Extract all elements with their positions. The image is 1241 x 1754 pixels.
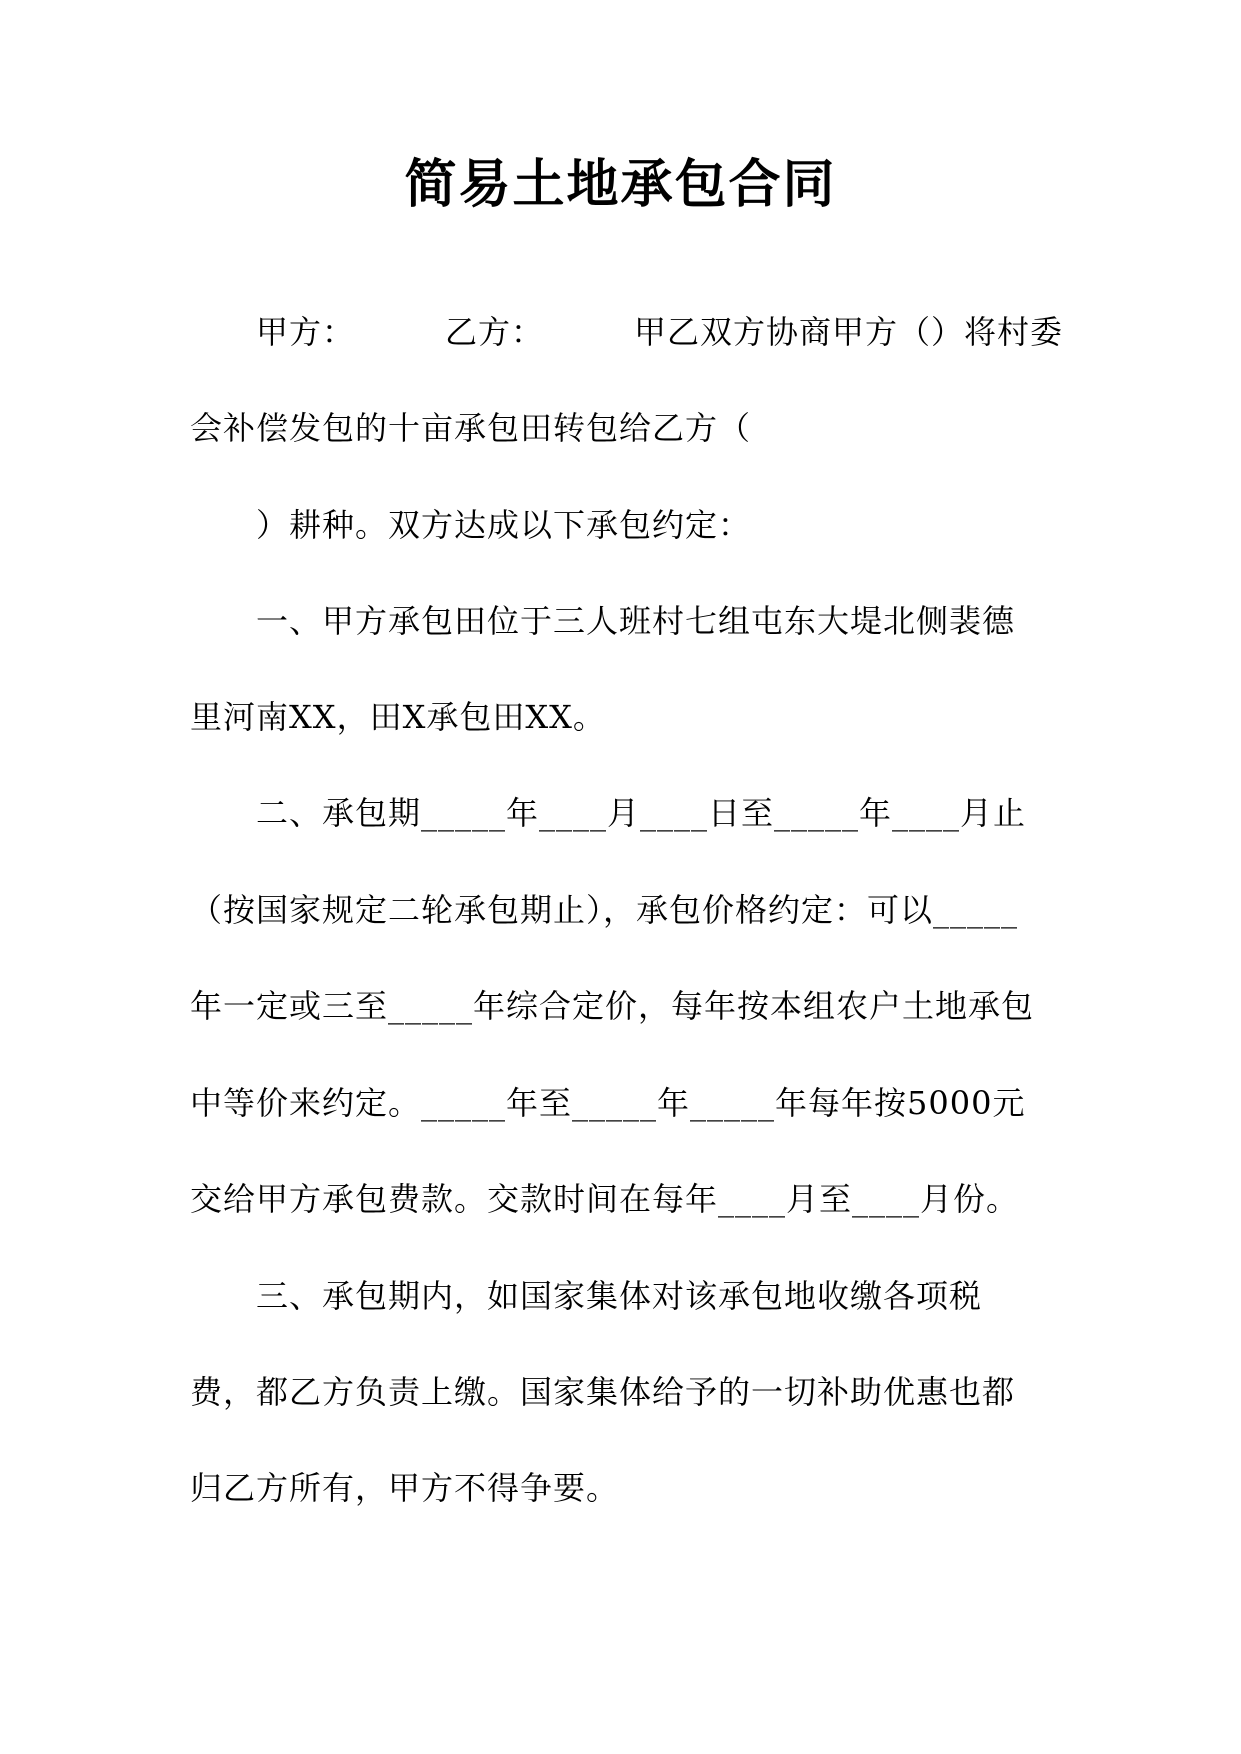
clause-three-line: 费，都乙方负责上缴。国家集体给予的一切补助优惠也都: [190, 1373, 1016, 1411]
clause-three-line: 三、承包期内，如国家集体对该承包地收缴各项税: [256, 1277, 983, 1315]
clause-two-line: 年一定或三至_____年综合定价，每年按本组农户土地承包: [190, 987, 1035, 1025]
clause-two-line: 中等价来约定。_____年至_____年_____年每年按5000元: [190, 1084, 1026, 1122]
party-a-label: 甲方：: [256, 313, 356, 351]
clause-one-line: 里河南XX，田X承包田XX。: [190, 698, 606, 736]
paragraph-line: 会补偿发包的十亩承包田转包给乙方（: [190, 409, 752, 447]
paragraph-line: 甲乙双方协商甲方（）将村委: [634, 313, 1064, 351]
document-title: 简易土地承包合同: [404, 154, 837, 215]
clause-two-line: （按国家规定二轮承包期止），承包价格约定：可以_____: [190, 891, 1019, 929]
clause-three-line: 归乙方所有，甲方不得争要。: [190, 1469, 620, 1507]
clause-two-line: 交给甲方承包费款。交款时间在每年____月至____月份。: [190, 1180, 1020, 1218]
clause-one-line: 一、甲方承包田位于三人班村七组屯东大堤北侧裴德: [256, 602, 1016, 640]
parties-line: [256, 312, 1063, 352]
paragraph-line: ）耕种。双方达成以下承包约定：: [256, 506, 752, 544]
party-b-label: 乙方：: [445, 313, 545, 351]
clause-two-line: 二、承包期_____年____月____日至_____年____月止: [256, 794, 1027, 832]
